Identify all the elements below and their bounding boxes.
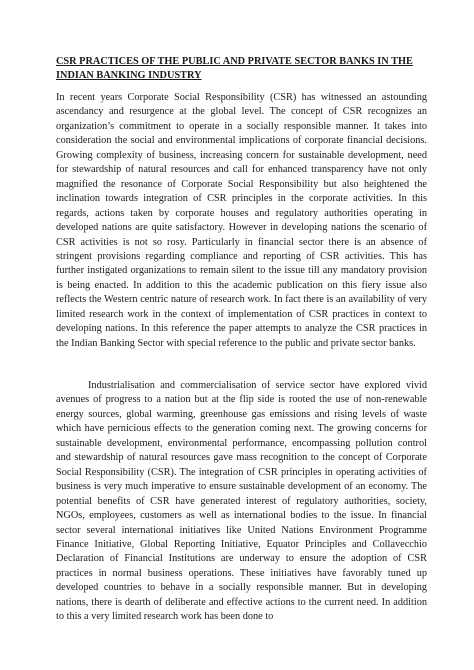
abstract-paragraph: In recent years Corporate Social Responsibility (CSR) has witnessed an astounding ascendancy and resurgence at the global level. The concept of CSR recognizes an organization’s commitment to operate in a socially responsible manner. It takes into consideration the social and environmental implications of corporate financial decisions. Growing complexity of business, increasing concern for sustainable development, need for stewardship of natural resources and call for enhanced transparency have not only magnified the resonance of Corporate Social Responsibility but also heightened the inclination towards integration of CSR principles in the corporate activities. In this regards, actions taken by corporate houses and regulatory authorities operating in developed nations are quite satisfactory. However in developing nations the scenario of CSR activities is not so rosy. Particularly in financial sector there is an absence of stringent provisions regarding compliance and reporting of CSR activities. This has further instigated organizations to remain silent to the issue till any mandatory provision is being enacted. In addition to this the academic publication on this fiery issue also reflects the Western centric nature of research work. In fact there is an availability of very limited research work in the context of implementation of CSR practices in context to developing nations. In this reference the paper attempts to analyze the CSR practices in the Indian Banking Sector with special reference to the public and private sector banks. bbox=[56, 92, 427, 349]
introduction-paragraph: Industrialisation and commercialisation of service sector have explored vivid avenues of progress to a nation but at the flip side is rooted the use of non-renewable energy sources, global warming, greenhouse gas emissions and rising levels of waste which have pernicious effects to the generation coming next. The growing concerns for sustainable development, environmental performance, encompassing pollution control and stewardship of natural resources gave mass recognition to the concept of Corporate Social Responsibility (CSR). The integration of CSR principles in operating activities of business is very much imperative to ensure sustainable development of an economy. The potential benefits of CSR have generated interest of regulatory authorities, society, NGOs, employees, customers as well as international bodies to the issue. In financial sector several international initiatives like United Nations Environment Programme Finance Initiative, Global Reporting Initiative, Equator Principles and Collavecchio Declaration of Financial Institutions are underway to ensure the adoption of CSR practices in normal business operations. These initiatives have favorably tuned up developed countries to behave in a socially responsible manner. But in developing nations, there is dearth of deliberate and effective actions to the current need. In addition to this a very limited research work has been done to bbox=[56, 380, 427, 623]
document-title: CSR PRACTICES OF THE PUBLIC AND PRIVATE SECTOR BANKS IN THE INDIAN BANKING INDUSTRY bbox=[56, 56, 413, 81]
